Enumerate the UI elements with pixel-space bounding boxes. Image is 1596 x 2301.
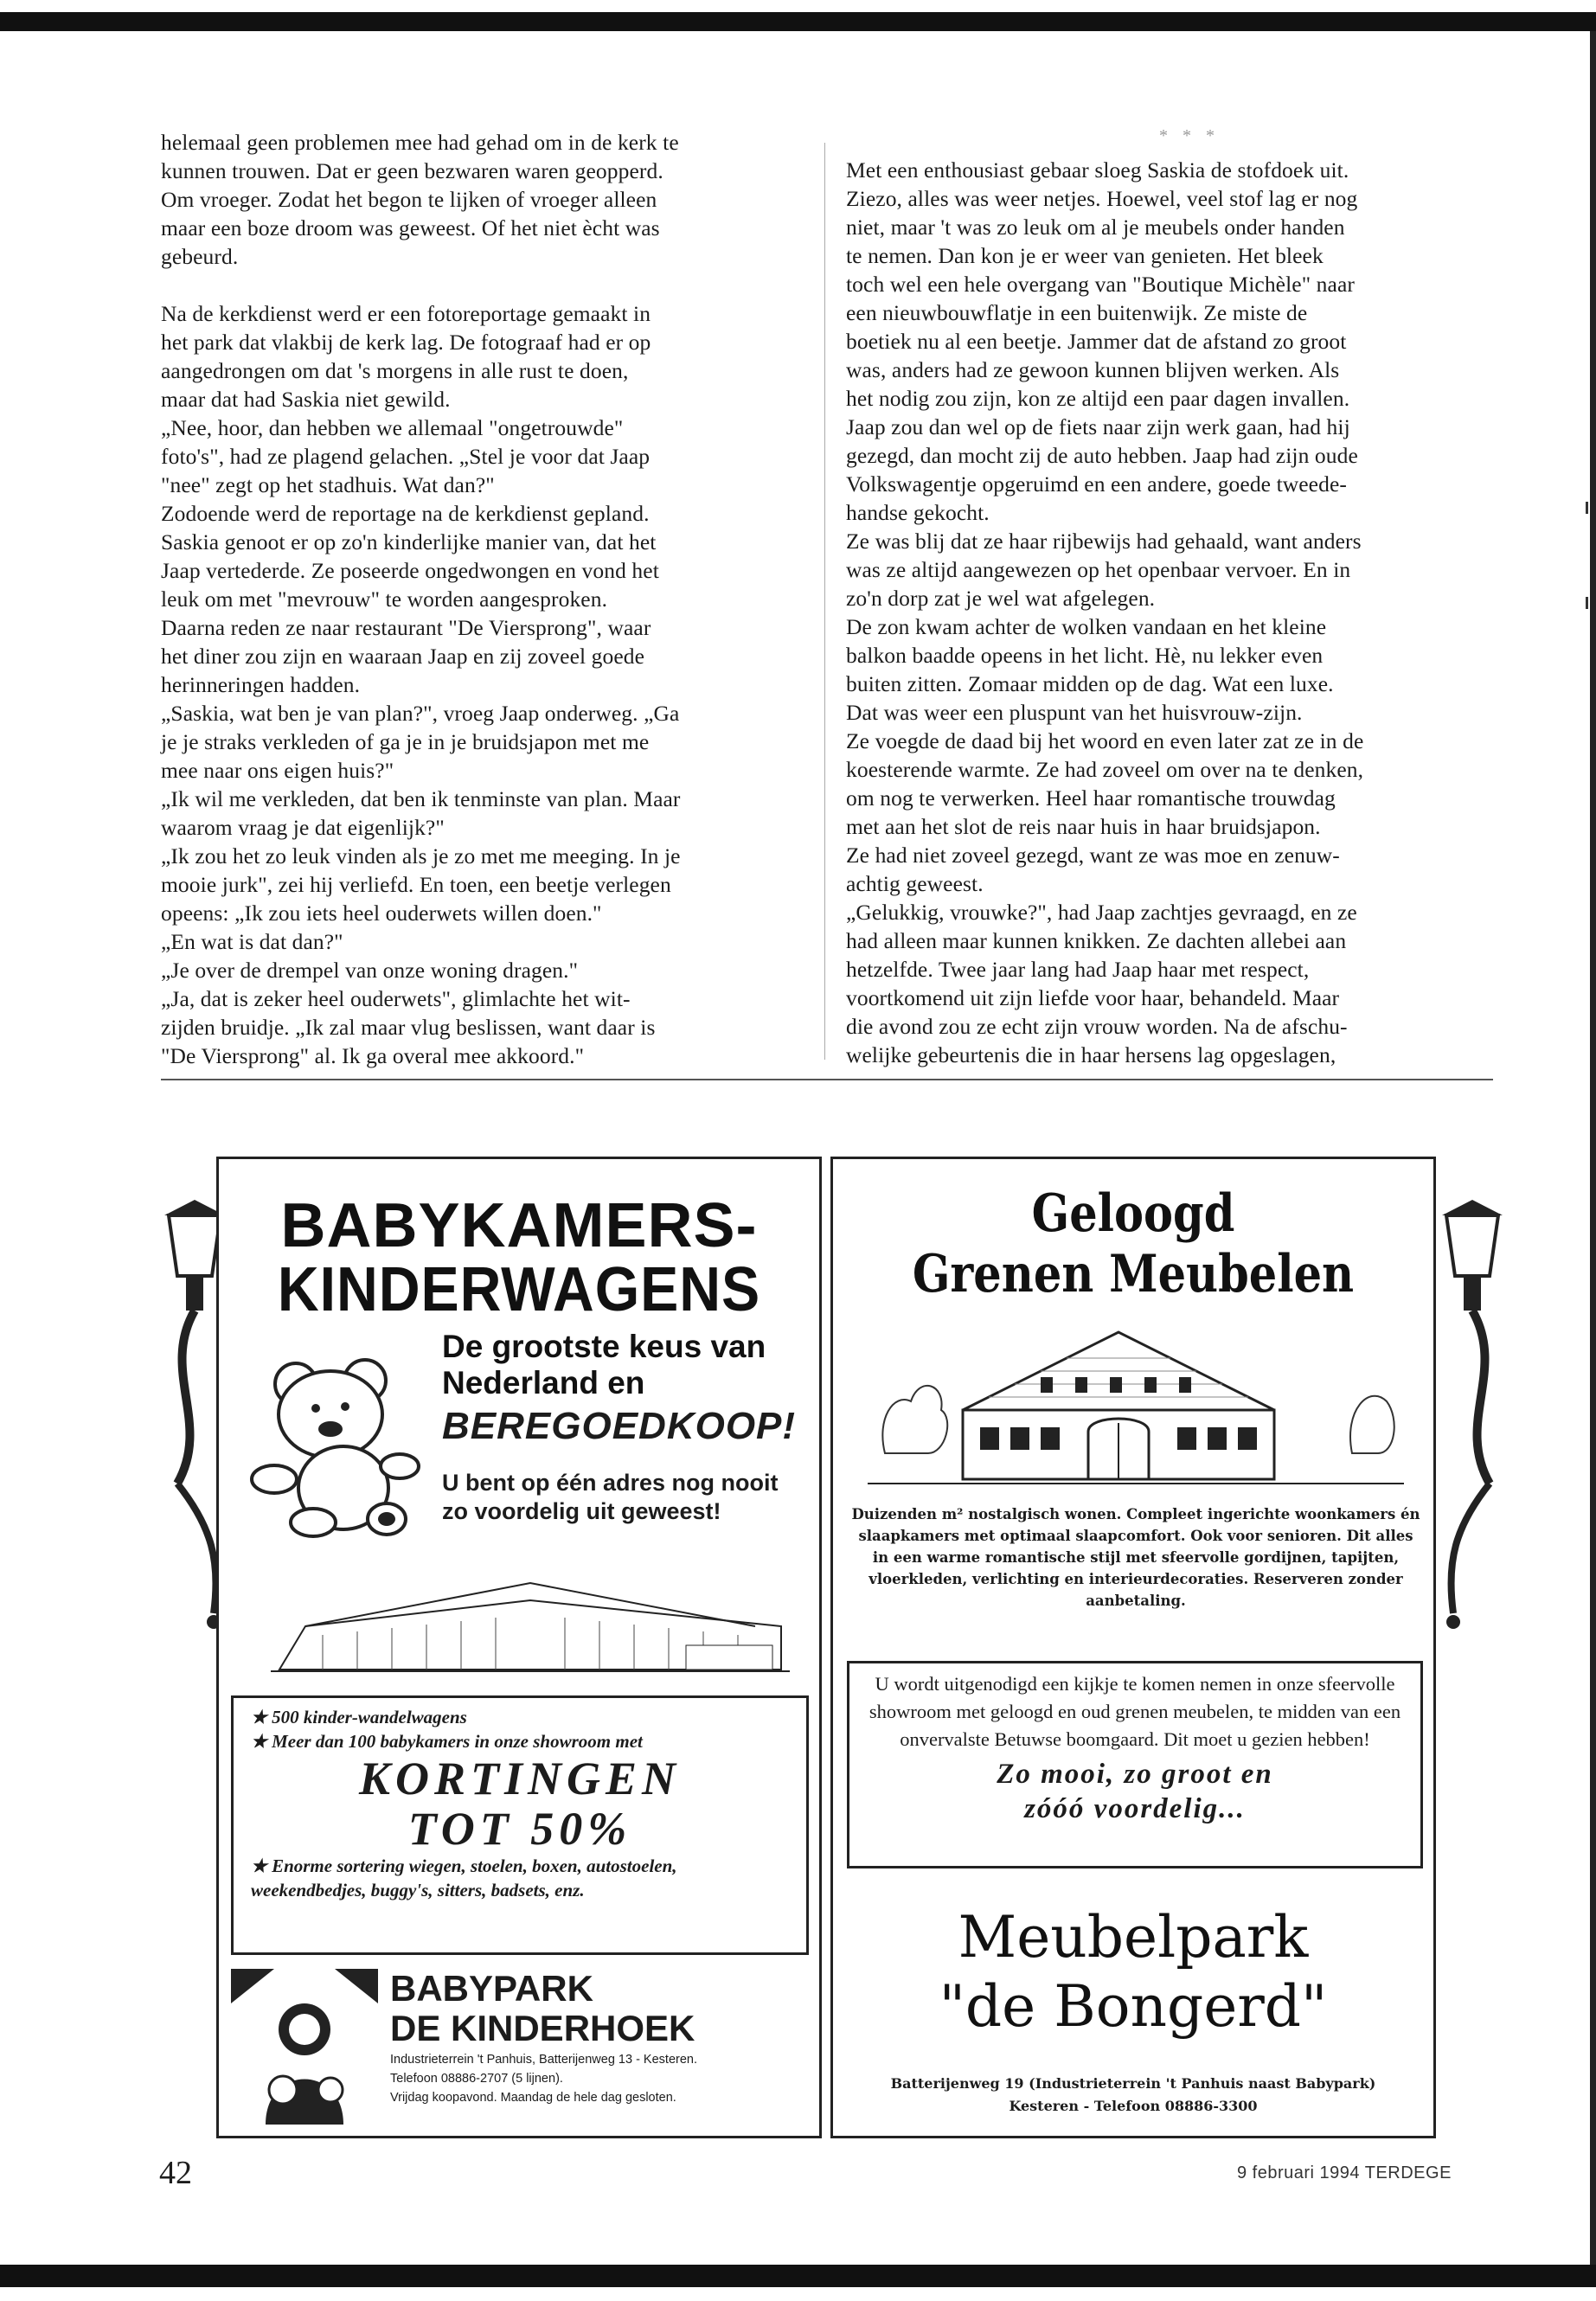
store-name bbox=[390, 1969, 695, 2048]
invite-text: U wordt uitgenodigd een kijkje te komen nemen in onze sfeervolle showroom met geloogd en oud grenen meubelen, te midden van een onvervalste Betuwse boomgaard. Dit moet u gezien hebben! bbox=[869, 1673, 1401, 1750]
store-phone: Kesteren - Telefoon 08886-3300 bbox=[1009, 2098, 1258, 2114]
column-divider bbox=[824, 143, 825, 1060]
article-column-right bbox=[846, 156, 1469, 1069]
address-line: Industrieterrein 't Panhuis, Batterijenweg 13 - Kesteren. bbox=[390, 2053, 697, 2067]
article-column-left bbox=[161, 128, 801, 1070]
store-name-line: DE KINDERHOEK bbox=[390, 2008, 695, 2048]
ad-headline: BABYKAMERS- bbox=[280, 1191, 758, 1260]
address-line: Vrijdag koopavond. Maandag de hele dag gesloten. bbox=[390, 2091, 676, 2105]
scan-mark bbox=[1586, 597, 1588, 609]
ad-headline: Grenen Meubelen bbox=[912, 1244, 1355, 1304]
ad-subtext: U bent op één adres nog nooit zo voordelig uit geweest! bbox=[442, 1470, 779, 1524]
ad-slogan: zóóó voordelig... bbox=[1024, 1793, 1246, 1824]
ad-slogan: BEREGOEDKOOP! bbox=[442, 1405, 797, 1447]
issue-label: 9 februari 1994 TERDEGE bbox=[1237, 2163, 1452, 2182]
nursery-illustration-icon bbox=[231, 1969, 378, 2125]
store-building-illustration-icon bbox=[271, 1566, 790, 1687]
store-address: Batterijenweg 19 (Industrieterrein 't Panhuis naast Babypark) bbox=[890, 2075, 1376, 2092]
store-name: "de Bongerd" bbox=[939, 1973, 1328, 2040]
teddy-bear-icon bbox=[248, 1349, 421, 1540]
page-number: 42 bbox=[159, 2155, 192, 2191]
farmhouse-illustration-icon bbox=[868, 1315, 1404, 1497]
discount-heading: KORTINGEN bbox=[358, 1753, 682, 1804]
scan-mark bbox=[1586, 502, 1588, 514]
address-line: Telefoon 08886-2707 (5 lijnen). bbox=[390, 2072, 563, 2086]
promo-line: weekendbedjes, buggy's, sitters, badsets, enz. bbox=[251, 1880, 585, 1900]
scan-top-border bbox=[0, 12, 1596, 31]
promo-line: ★ Meer dan 100 babykamers in onze showroom met bbox=[251, 1731, 643, 1752]
article-paragraph: helemaal geen problemen mee had gehad om in de kerk te kunnen trouwen. Dat er geen bezwaren waren geopperd. Om vroeger. Zodat het begon te lijken of vroeger alleen maar een boze droom was geweest. Of het niet ècht was gebeurd. bbox=[161, 130, 679, 269]
promo-line: ★ Enorme sortering wiegen, stoelen, boxen, autostoelen, bbox=[251, 1856, 677, 1876]
scan-right-border bbox=[1590, 31, 1596, 2265]
ad-description: Duizenden m² nostalgisch wonen. Compleet ingerichte woonkamers én slaapkamers met optimaal slaapcomfort. Ook voor senioren. Dit alles in een warme romantische stijl met sfeervolle gordijnen, tapijten, vloerkleden, verlichting en interieurdecoraties. Reserveren zonder aanbetaling. bbox=[851, 1506, 1420, 1609]
store-name-line: BABYPARK bbox=[390, 1968, 593, 2009]
promo-line: ★ 500 kinder-wandelwagens bbox=[251, 1707, 467, 1727]
ad-slogan: Zo mooi, zo groot en bbox=[997, 1759, 1273, 1790]
ad-babypark bbox=[216, 1157, 822, 2138]
street-lamp-right-icon bbox=[1429, 1198, 1507, 1717]
ad-headline: KINDERWAGENS bbox=[277, 1255, 761, 1324]
scan-bottom-border bbox=[0, 2265, 1596, 2287]
ad-tagline: De grootste keus van Nederland en bbox=[442, 1329, 766, 1400]
store-name: Meubelpark bbox=[958, 1904, 1309, 1971]
invite-box bbox=[847, 1661, 1423, 1868]
article-bottom-rule bbox=[161, 1079, 1493, 1080]
article-paragraph: Na de kerkdienst werd er een fotoreportage gemaakt in het park dat vlakbij de kerk lag. De fotograaf had er op aangedrongen om dat 's morgens in alle rust te doen, maar dat had Saskia niet gewild. „Nee, hoor, dan hebben we allemaal "ongetrouwde" foto's", had ze plagend gelachen. „Stel je voor dat Jaap "nee" zegt op het stadhuis. Wat dan?" Zodoende werd de reportage na de kerkdienst gepland. Saskia genoot er op zo'n kinderlijke manier van, dat het Jaap vertederde. Ze poseerde ongedwongen en vond het leuk om met "mevrouw" te worden aangesproken. Daarna reden ze naar restaurant "De Viersprong", waar het diner zou zijn en waaraan Jaap en zij zoveel goede herinneringen hadden. „Saskia, wat ben je van plan?", vroeg Jaap onderweg. „Ga je je straks verkleden of ga je in je bruidsjapon met me mee naar ons eigen huis?" „Ik wil me verkleden, dat ben ik tenminste van plan. Maar waarom vraag je dat eigenlijk?" „Ik zou het zo leuk vinden als je zo met me meeging. In je mooie jurk", zei hij verliefd. En toen, een beetje verlegen opeens: „Ik zou iets heel ouderwets willen doen." „En wat is dat dan?" „Je over de drempel van onze woning dragen." „Ja, dat is zeker heel ouderwets", glimlachte het wit- zijden bruidje. „Ik zal maar vlug beslissen, want daar is "De Viersprong" al. Ik ga overal mee akkoord." bbox=[161, 301, 681, 1068]
store-address bbox=[390, 2050, 814, 2107]
ad-headline: Geloogd bbox=[1031, 1183, 1235, 1244]
article-paragraph: Met een enthousiast gebaar sloeg Saskia de stofdoek uit. Ziezo, alles was weer netjes. Hoewel, veel stof lag er nog niet, maar 't was zo leuk om al je meubels onder handen te nemen. Dan kon je er weer van genieten. Het bleek toch wel een hele overgang van "Boutique Michèle" naar een nieuwbouwflatje in een buitenwijk. Ze miste de boetiek nu al een beetje. Jammer dat de afstand zo groot was, anders had ze gewoon kunnen blijven werken. Als het nodig zou zijn, kon ze altijd een paar dagen invallen. Jaap zou dan wel op de fiets naar zijn werk gaan, had hij gezegd, dan mocht zij de auto hebben. Jaap had zijn oude Volkswagentje opgeruimd en een andere, goede tweede- handse gekocht. Ze was blij dat ze haar rijbewijs had gehaald, want anders was ze altijd aangewezen op het openbaar vervoer. En in zo'n dorp zat je wel wat afgelegen. De zon kwam achter de wolken vandaan en het kleine balkon baadde opeens in het licht. Hè, nu lekker even buiten zitten. Zomaar midden op de dag. Wat een luxe. Dat was weer een pluspunt van het huisvrouw-zijn. Ze voegde de daad bij het woord en even later zat ze in de koesterende warmte. Ze had zoveel om over na te denken, om nog te verwerken. Heel haar romantische trouwdag met aan het slot de reis naar huis in haar bruidsjapon. Ze had niet zoveel gezegd, want ze was moe en zenuw- achtig geweest. „Gelukkig, vrouwke?", had Jaap zachtjes gevraagd, en ze had alleen maar kunnen knikken. Ze dachten allebei aan hetzelfde. Twee jaar lang had Jaap haar met respect, voortkomend uit zijn liefde voor haar, behandeld. Maar die avond zou ze echt zijn vrouw worden. Na de afschu- welijke gebeurtenis die in haar hersens lag opgeslagen, bbox=[846, 157, 1364, 1067]
discount-amount: TOT 50% bbox=[407, 1803, 632, 1855]
ad-meubelpark bbox=[830, 1157, 1436, 2138]
section-separator: * * * bbox=[1159, 126, 1220, 145]
promo-box bbox=[231, 1695, 809, 1955]
